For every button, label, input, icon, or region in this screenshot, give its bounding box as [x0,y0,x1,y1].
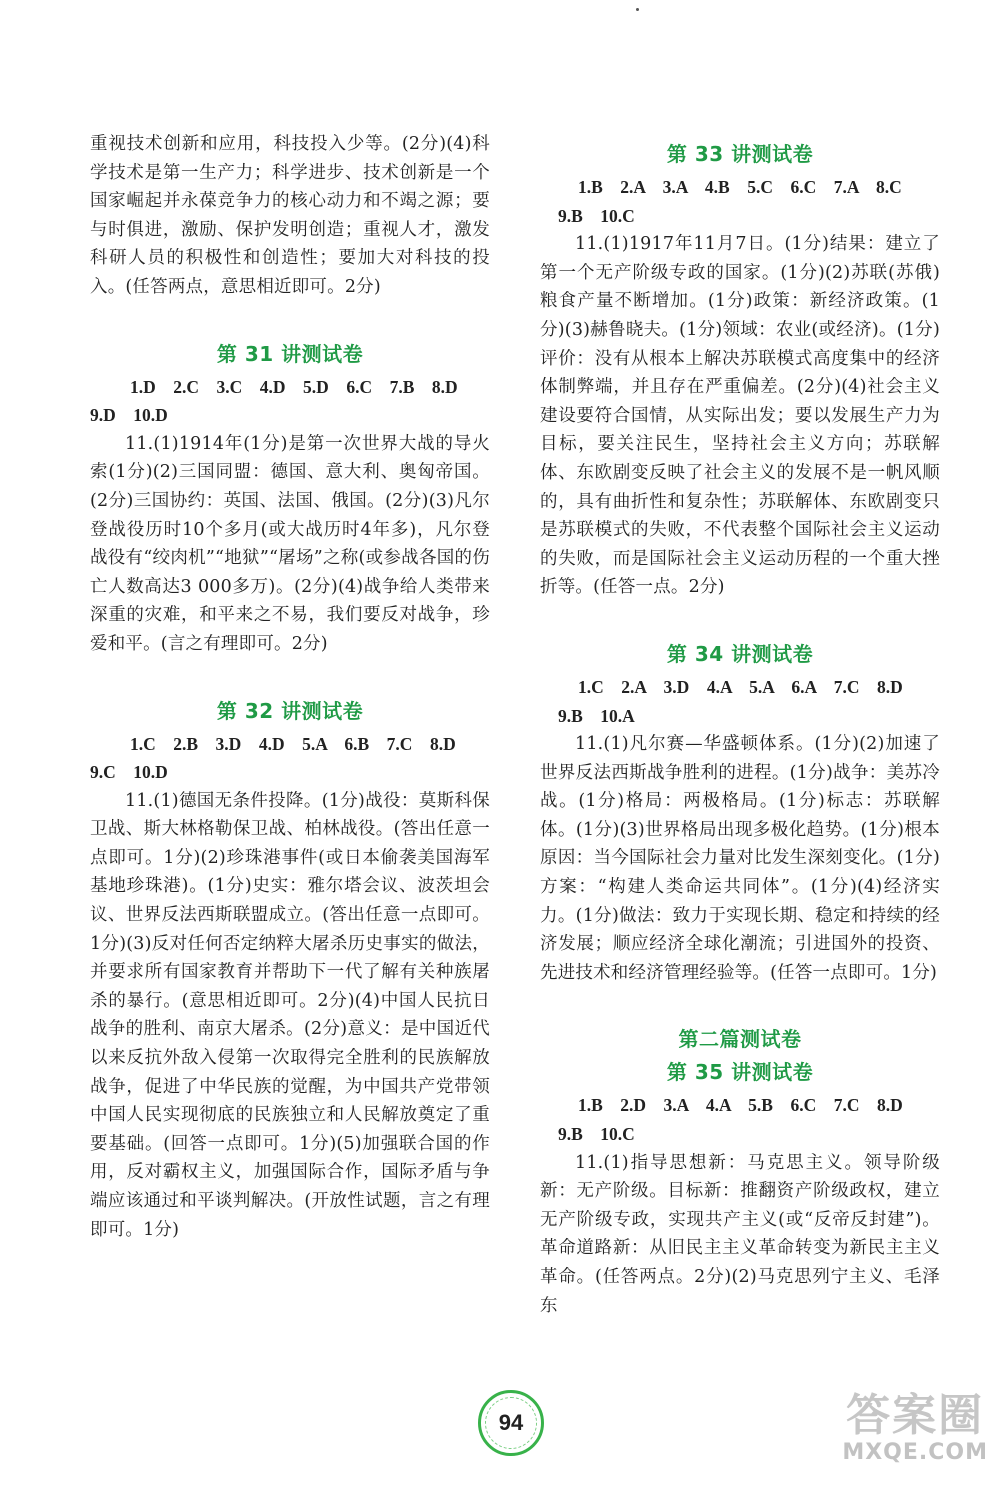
right-column [540,130,940,1320]
section-33-title: 第 33 讲测试卷 [666,142,814,166]
page-number-text: 94 [498,1410,524,1435]
s32-answers-row2: 9.C 10.D [90,762,168,783]
watermark-top-text: 答案圈 [846,1390,985,1441]
s35-question-11: 11.(1)指导思想新：马克思主义。领导阶级新：无产阶级。目标新：推翻资产阶级政权，建立无产阶级专政，实现共产主义(或“反帝反封建”)。革命道路新：从旧民主主义革命转变为新民主主义革命。(任答两点。2分)(2)马克思列宁主义、毛泽东 [540,1152,940,1316]
s32-answers-row1: 1.C 2.B 3.D 4.D 5.A 6.B 7.C 8.D [130,733,456,754]
section-35-title: 第 35 讲测试卷 [666,1060,814,1085]
page-number [478,1390,544,1456]
section-32-title: 第 32 讲测试卷 [216,698,364,723]
s34-answers-row2: 9.B 10.A [558,705,635,726]
s31-question-11: 11.(1)1914年(1分)是第一次世界大战的导火索(1分)(2)三国同盟：德国、意大利、奥匈帝国。(2分)三国协约：英国、法国、俄国。(2分)(3)凡尔登战役历时10个多月(或大战历时4年多)，凡尔登战役有“绞肉机”“地狱”“屠场”之称(或参战各国的伤亡人数高达3 000多万)。(2分)(4)战争给人类带来深重的灾难，和平来之不易，我们要反对战争，珍爱和平。(言之有理即可。2分) [90,433,490,654]
s31-answers-row1: 1.D 2.C 3.C 4.D 5.D 6.C 7.B 8.D [130,376,458,397]
section-34-title: 第 34 讲测试卷 [666,641,814,666]
left-column [90,130,490,1244]
s35-answers-row2: 9.B 10.C [558,1124,635,1145]
s34-question-11: 11.(1)凡尔赛—华盛顿体系。(1分)(2)加速了世界反法西斯战争胜利的进程。(1分)战争：美苏冷战。(1分)格局：两极格局。(1分)标志：苏联解体。(1分)(3)世界格局出现多极化趋势。(1分)根本原因：当今国际社会力量对比发生深刻变化。(1分)方案：“构建人类命运共同体”。(1分)(4)经济实力。(1分)做法：致力于实现长期、稳定和持续的经济发展；顺应经济全球化潮流；引进国外的投资、先进技术和经济管理经验等。(任答一点即可。1分) [540,734,940,983]
s33-question-11: 11.(1)1917年11月7日。(1分)结果：建立了第一个无产阶级专政的国家。(1分)(2)苏联(苏俄)粮食产量不断增加。(1分)政策：新经济政策。(1分)(3)赫鲁晓夫。(1分)领域：农业(或经济)。(1分)评价：没有从根本上解决苏联模式高度集中的经济体制弊端，并且存在严重偏差。(2分)(4)社会主义建设要符合国情，从实际出发；要以发展生产力为目标，要关注民生，坚持社会主义方向；苏联解体、东欧剧变反映了社会主义的发展不是一帆风顺的，具有曲折性和复杂性；苏联解体、东欧剧变只是苏联模式的失败，不代表整个国际社会主义运动的失败，而是国际社会主义运动历程的一个重大挫折等。(任答一点。2分) [540,234,940,598]
s35-answers-row1: 1.B 2.D 3.A 4.A 5.B 6.C 7.C 8.D [578,1095,903,1116]
part-2-title: 第二篇测试卷 [678,1027,802,1052]
s34-answers-row1: 1.C 2.A 3.D 4.A 5.A 6.A 7.C 8.D [578,676,903,697]
scan-dot [636,8,639,11]
watermark-bottom-text: MXQE.COM [842,1440,988,1465]
s31-answers-row2: 9.D 10.D [90,405,168,426]
s32-question-11: 11.(1)德国无条件投降。(1分)战役：莫斯科保卫战、斯大林格勒保卫战、柏林战役。(答出任意一点即可。1分)(2)珍珠港事件(或日本偷袭美国海军基地珍珠港)。(1分)史实：雅尔塔会议、波茨坦会议、世界反法西斯联盟成立。(答出任意一点即可。1分)(3)反对任何否定纳粹大屠杀历史事实的做法，并要求所有国家教育并帮助下一代了解有关种族屠杀的暴行。(意思相近即可。2分)(4)中国人民抗日战争的胜利、南京大屠杀。(2分)意义：是中国近代以来反抗外敌入侵第一次取得完全胜利的民族解放战争，促进了中华民族的觉醒，为中国共产党带领中国人民实现彻底的民族独立和人民解放奠定了重要基础。(回答一点即可。1分)(5)加强联合国的作用，反对霸权主义，加强国际合作，国际矛盾与争端应该通过和平谈判解决。(开放性试题，言之有理即可。1分) [90,790,490,1240]
s33-answers-row2: 9.B 10.C [558,205,635,226]
section-31-title: 第 31 讲测试卷 [216,341,364,366]
s33-answers-row1: 1.B 2.A 3.A 4.B 5.C 6.C 7.A 8.C [578,177,902,197]
continuation-text: 重视技术创新和应用，科技投入少等。(2分)(4)科学技术是第一生产力；科学进步、技术创新是一个国家崛起并永葆竞争力的核心动力和不竭之源；要与时俱进，激励、保护发明创造；重视人才，激发科研人员的积极性和创造性；要加大对科技的投入。(任答两点，意思相近即可。2分) [90,134,490,297]
watermark-logo [842,1392,988,1465]
